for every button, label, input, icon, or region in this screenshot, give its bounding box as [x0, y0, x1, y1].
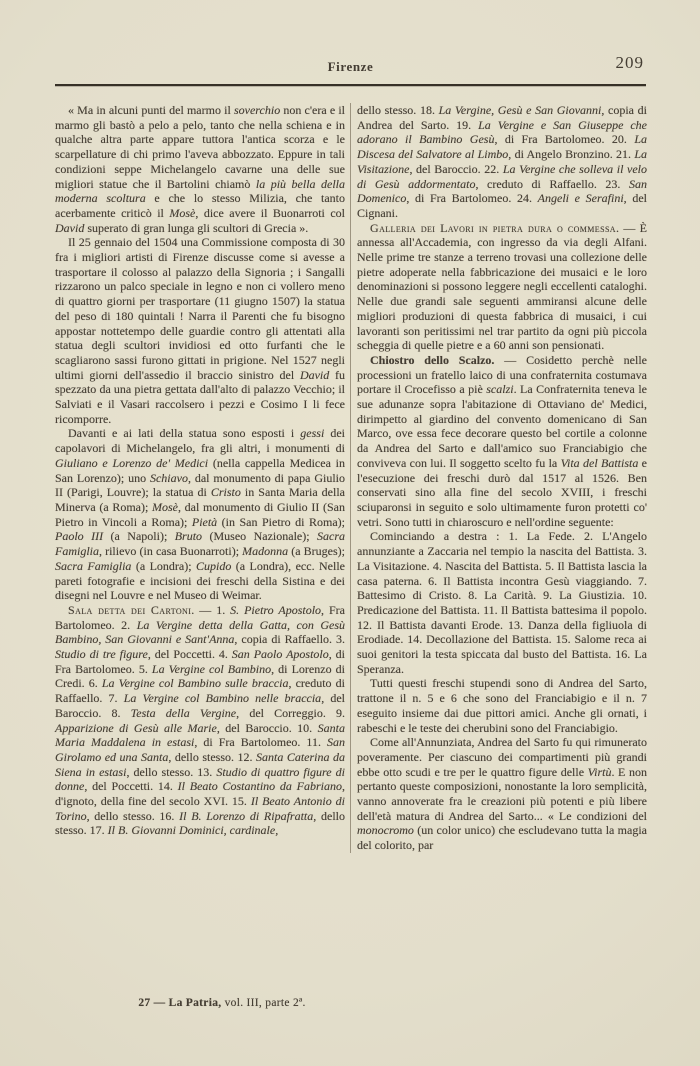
text-run: Cominciando a destra : 1. La Fede. 2. L'Angelo annunziante a Zaccaria nel tempio la nascita del Battista. 3. La Visitazione. 4. Nascita del Battista. 5. Il Battista lascia la casa paterna. 6. Il Battista incontra Gesù viaggiando. 7. Battesimo di Cristo. 8. La Carità. 9. La Giustizia. 10. Predicazione del Battista. 11. Il Battista battesima il popolo. 12. Il Battista davanti Erode. 13. Danza della figliuola di Erodiade. 14. Decollazione del Battista. 15. Salome reca ai suoi genitori la testa spiccata dal busto del Battista. 16. La Speranza. — [357, 529, 647, 676]
text-run: , copia di Andrea del Sarto. 19. — [357, 103, 647, 132]
paragraph — [357, 676, 647, 735]
italic-text: S. Pietro Apostolo — [230, 602, 322, 617]
italic-text: Santa Maria Maddalena in estasi — [55, 720, 345, 750]
text-run: , di Fra Bartolomeo. 5. — [55, 647, 345, 676]
text-run: vol. III, parte 2ª. — [221, 997, 306, 1009]
text-run: « Ma in alcuni punti del marmo il — [68, 103, 234, 117]
paragraph — [357, 529, 647, 676]
italic-text: Giuliano e Lorenzo de' Medici — [55, 455, 209, 470]
italic-text: San Paolo Apostolo — [231, 647, 329, 662]
paragraph — [55, 603, 345, 838]
text-run: , del Correggio. 9. — [236, 705, 345, 720]
italic-text: Testa della Vergine — [130, 705, 237, 720]
text-run: , di Fra Bartolomeo. 11. — [194, 735, 327, 750]
text-run: . — 1. — [191, 602, 231, 617]
text-run: (a Londra); — [131, 558, 197, 573]
italic-text: La Discesa del Salvatore al Limbo — [357, 132, 647, 162]
paragraph — [55, 235, 345, 426]
italic-text: Paolo III — [55, 529, 104, 544]
text-run: (nella cappella Medicea in San Lorenzo); uno — [55, 455, 345, 485]
text-run: dello stesso. 18. — [357, 103, 439, 117]
italic-text: Mosè — [151, 499, 178, 514]
italic-text: Schiavo — [149, 470, 188, 485]
italic-text: La Vergine detta della Gatta, con Gesù Bambino, San Giovanni e Sant'Anna — [55, 617, 346, 647]
text-run: (a Londra), ecc. Nelle pareti fotografie e incisioni dei freschi della Sistina e dei disegni nel Louvre e nel Museo di Weimar. — [55, 558, 345, 603]
italic-text: Il B. Giovanni Dominici, cardinale, — [107, 823, 279, 838]
italic-text: Apparizione di Gesù alle Marie — [55, 720, 217, 735]
italic-text: Studio di tre figure — [55, 647, 148, 662]
paragraph — [357, 735, 647, 853]
text-run: Il 25 gennaio del 1504 una Commissione composta di 30 fra i migliori artisti di Firenze discusse come si avesse a trasportare il colosso al palazzo della Signoria ; i Sangalli rizzarono un palco speciale in legno e non ci vollero meno di quattro giorni per trasportare (11 giugno 1507) la statua del peso di 180 quintali ! Narra il Parenti che fu bisogno appostar nottetempo delle guardie contro gli attentati alla statua degli scultori invidiosi ed otto furfanti che le scagliarono sassi furono gittati in prigione. Nel 1527 negli ultimi giorni dell'assedio il braccio sinistro del — [55, 235, 345, 382]
text-run: , rilievo (in casa Buonarroti); — [99, 544, 243, 559]
text-run: , del Poccetti. 14. — [84, 779, 178, 794]
italic-text: scalzi — [486, 382, 514, 397]
text-run: (a Bruges); — [288, 544, 345, 559]
italic-text: La Vergine col Bambino sulle braccia — [101, 676, 289, 691]
text-run: , dice avere il Buonarroti col — [195, 205, 345, 220]
text-run: — Cosidetto perchè nelle processioni un fratello laico di una confraternita costumava portare il Crocefisso a piè — [357, 352, 647, 397]
text-run: , di Lorenzo di Credi. 6. — [55, 661, 345, 691]
column-divider — [350, 103, 351, 853]
italic-text: Cupido — [196, 558, 232, 573]
text-run: superato di gran lunga gli scultori di Grecia ». — [84, 220, 309, 235]
italic-text: David — [299, 367, 330, 382]
bold-text: Chiostro dello Scalzo. — [370, 352, 495, 367]
italic-text: La Vergine col Bambino — [151, 661, 272, 676]
text-run: , del Baroccio. 8. — [55, 691, 345, 720]
text-run: dei capolavori di Michelangelo, fra gli altri, i monumenti di — [55, 426, 345, 456]
italic-text: La Vergine, Gesù e San Giovanni — [438, 103, 602, 117]
text-run: e l'esecuzione dei freschi durò dal 1517 al 1526. Ben conservati sino alla fine del secolo XVIII, i freschi sciuparonsi in seguito e solo ultimamente furon protetti co' vetri. Sono tutti in chiaroscuro e nell'ordine seguente: — [357, 455, 647, 529]
smallcaps-heading: Sala detta dei Cartoni — [68, 602, 192, 617]
text-run: (un color unico) che escludevano tutta la magia del colorito, par — [357, 823, 647, 853]
italic-text: Sacra Famiglia — [55, 529, 345, 559]
italic-text: Santa Caterina da Siena in estasi — [55, 749, 345, 779]
text-run: (a Napoli); — [103, 529, 175, 544]
text-run: in Santa Maria della Minerva (a Roma); — [55, 485, 345, 514]
text-run: Come all'Annunziata, Andrea del Sarto fu qui rimunerato poveramente. Per ciascuno dei compartimenti più grandi ebbe otto scudi e tre per le quattro figure delle — [357, 735, 647, 779]
page-header — [55, 55, 646, 81]
text-run: e che lo stesso Milizia, che tanto acerbamente criticò il — [55, 191, 345, 220]
text-run: , del Baroccio. 22. — [409, 161, 503, 176]
italic-text: soverchio — [233, 103, 281, 117]
text-run: (in San Pietro di Roma); — [217, 514, 345, 529]
text-run: fu spezzato da una pietra gettata dall'alto di palazzo Vecchio; il Salviati e il Vasari raccolsero i pezzi e Cosimo I li fece ricomporre. — [55, 367, 345, 426]
page-footer — [77, 997, 367, 1009]
bold-text: La Patria, — [168, 997, 222, 1009]
italic-text: San Girolamo ed una Santa — [55, 735, 345, 764]
italic-text: gessi — [300, 426, 325, 441]
italic-text: Bruto — [174, 529, 203, 544]
right-column — [357, 103, 647, 853]
text-run: , del Baroccio. 10. — [216, 720, 318, 735]
italic-text: David — [55, 220, 85, 235]
smallcaps-heading: Galleria dei Lavori in pietra dura o commessa — [370, 220, 616, 235]
italic-text: Il Beato Costantino da Fabriano — [177, 779, 342, 794]
text-run: , del Poccetti. 4. — [147, 647, 232, 662]
italic-text: Studio di quattro figure di donne — [55, 764, 345, 794]
italic-text: Madonna — [242, 544, 289, 559]
text-run: Davanti e ai lati della statua sono esposti i — [68, 426, 301, 441]
text-run: , dello stesso. 17. — [55, 808, 345, 838]
italic-text: San Domenico — [357, 176, 647, 206]
italic-text: Vita del Battista — [560, 455, 639, 470]
italic-text: monocromo — [357, 823, 414, 838]
text-run: Tutti questi freschi stupendi sono di Andrea del Sarto, trattone il n. 5 e 6 che sono del Franciabigio e il n. 7 eseguito insieme dai due pittori amici. Anche gli ornati, i rabeschi e le teste dei cherubini sono del Franciabigio. — [357, 676, 647, 735]
italic-text: Il Beato Antonio di Torino — [55, 794, 345, 823]
text-run: , dello stesso. 13. — [126, 764, 217, 779]
page-number: 209 — [615, 53, 644, 72]
paragraph — [55, 103, 345, 235]
text-run: . La Confraternita teneva le sue adunanze sopra l'abitazione di Ottaviano de' Medici, dirimpetto al giardino del convento domenicano di San Marco, ove essa fece decorare questo bel cortile a colonne da Andrea del Sarto e dall'amico suo Franciabigio che conviveva con lui. Il soggetto scelto fu la — [357, 382, 647, 470]
italic-text: Cristo — [210, 485, 241, 500]
text-run: , creduto di Raffaello. 7. — [55, 676, 345, 706]
paragraph — [357, 353, 647, 529]
paragraph — [357, 221, 647, 353]
italic-text: Il B. Lorenzo di Ripafratta — [179, 808, 314, 823]
text-run: , copia di Raffaello. 3. — [234, 632, 346, 647]
header-rule — [55, 84, 646, 86]
italic-text: La Vergine che solleva il velo di Gesù addormentato — [357, 161, 647, 191]
text-run: , di Fra Bartolomeo. 24. — [406, 191, 538, 206]
italic-text: Pietà — [191, 514, 218, 529]
italic-text: Angeli e Serafini — [537, 191, 624, 206]
italic-text: La Vergine e San Giuseppe che adorano il Bambino Gesù — [357, 117, 648, 147]
italic-text: Virtù — [587, 764, 612, 779]
text-run: (Museo Nazionale); — [202, 529, 317, 544]
text-run: , dal monumento di papa Giulio II (Parigi, Louvre); la statua di — [55, 470, 345, 500]
text-run: , di Fra Bartolomeo. 20. — [494, 132, 635, 147]
italic-text: La Vergine col Bambino nelle braccia — [123, 691, 322, 706]
text-run: , dal monumento di Giulio II (San Pietro in Vincoli a Roma); — [55, 499, 345, 529]
text-run: , del Cignani. — [357, 191, 648, 220]
italic-text: Sacra Famiglia — [55, 558, 132, 573]
italic-text: Mosè — [169, 205, 196, 220]
italic-text: La Visitazione — [357, 147, 647, 176]
left-column — [55, 103, 345, 853]
paragraph — [357, 103, 647, 221]
text-columns — [55, 103, 647, 853]
text-run: , dello stesso. 16. — [86, 808, 180, 823]
text-run: , Fra Bartolomeo. 2. — [55, 602, 345, 632]
italic-text: la più bella della moderna scoltura — [55, 176, 346, 206]
text-run: , creduto di Raffaello. 23. — [475, 176, 629, 191]
text-run: , di Angelo Bronzino. 21. — [508, 147, 635, 162]
text-run: . — È annessa all'Accademia, con ingresso da via degli Alfani. Nelle prime tre stanze a terreno trovasi una collezione delle pietre adoperate nella fabbricazione dei musaici e le loro denominazioni si possono leggere negli eccellenti cataloghi. Nelle due grandi sale seguenti ammiransi alcune delle migliori produzioni di questa fabbrica di musaici, i cui lavoranti son peritissimi nel trar partito da ogni più piccola scheggia di quelle pietre e a 60 anni son pensionati. — [357, 220, 647, 353]
text-run: non c'era e il marmo gli bastò a pelo a pelo, tanto che nella schiena e in qualche altra parte appare tuttora l'antica scorza e le scarpellature di chi primo l'aveva abbozzato. Eppure in tali condizioni seppe Michelangelo cavarne una delle sue migliori statue che il Bartolini chiamò — [55, 103, 346, 191]
text-run: . E non pertanto queste composizioni, nonostante la loro semplicità, vanno annoverate fra le creazioni più potenti e più libere dell'età matura di Andrea del Sarto... « Le condizioni del — [357, 764, 647, 823]
text-run: , d'ignoto, della fine del secolo XVI. 15. — [55, 779, 345, 809]
paragraph — [55, 426, 345, 602]
running-title: Firenze — [327, 59, 374, 74]
text-run: , dello stesso. 12. — [168, 749, 256, 764]
bold-text: 27 — — [138, 997, 169, 1009]
